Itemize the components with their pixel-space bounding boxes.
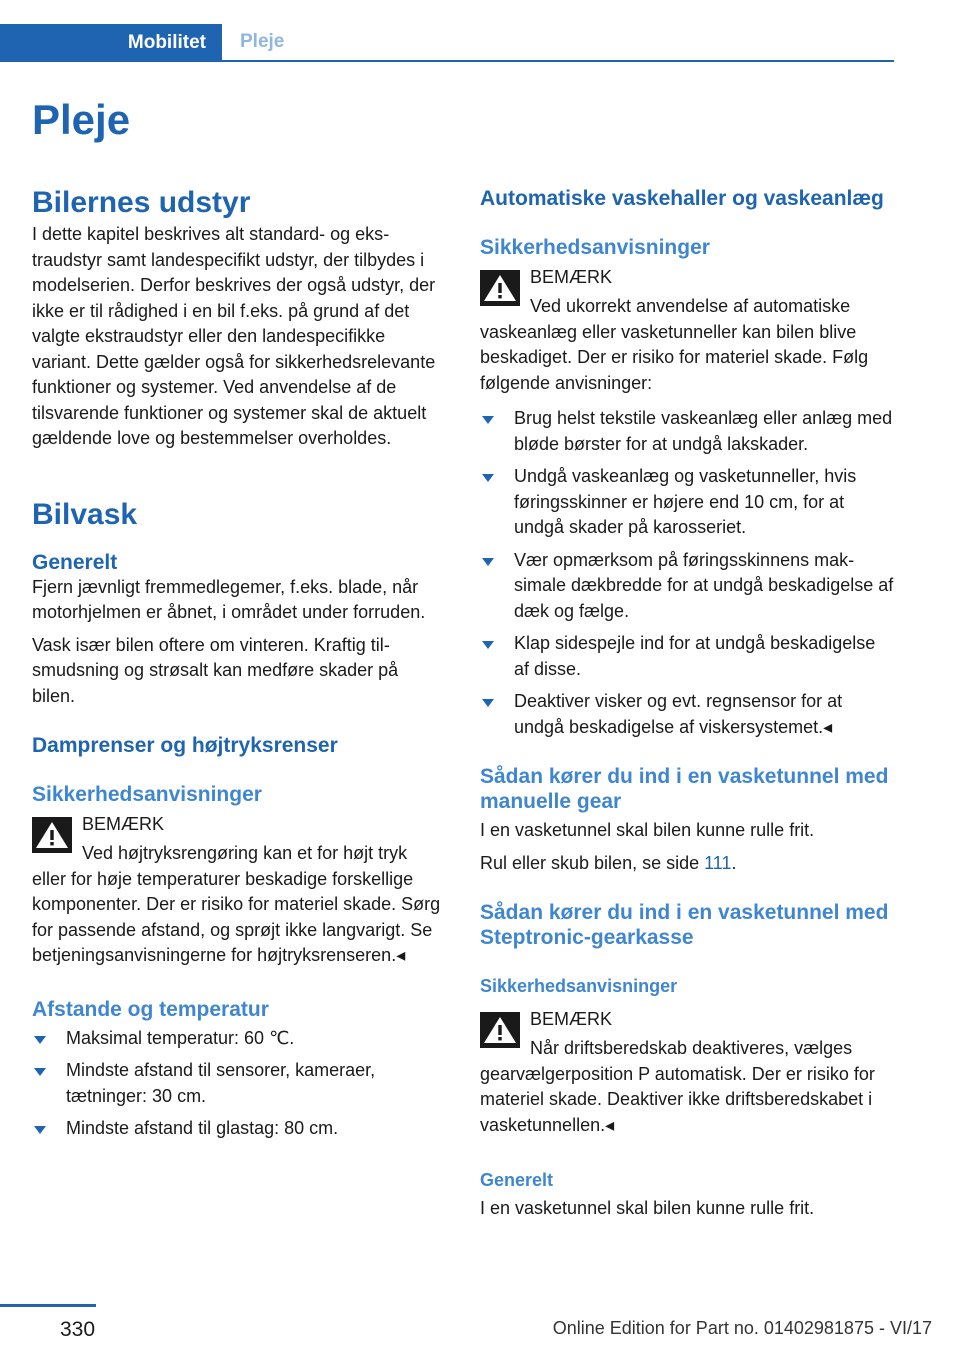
right-column <box>480 186 894 1222</box>
udstyr-body: I dette kapitel beskrives alt standard- og ekstraudstyr samt landespecifikt udstyr, der tilbydes i modelserien. Derfor beskrives der også udstyr, der ikke er til rådighed i en bil f.eks. på grund af det valgte ekstraudstyr eller den landespecifikke variant. Dette gælder også for sikkerhedsrelevante funktioner og systemer. Ved anvendelse af de tilsvarende funktioner og systemer skal de aktuelt gældende love og bestemmelser overholdes. <box>32 224 436 448</box>
warning-label: BEMÆRK <box>82 814 165 834</box>
subheading-sikkerhed: Sikkerhedsanvisninger <box>480 236 710 259</box>
page-title: Pleje <box>32 96 131 143</box>
subheading-sikkerhed: Sikkerhedsanvisninger <box>480 976 678 996</box>
subheading-steptronic: Sådan kører du ind i en vasketunnel med Steptronic-gearkasse <box>480 901 889 949</box>
section-title-bilvask: Bilvask <box>32 497 138 531</box>
warning-box <box>480 1006 894 1138</box>
bilvask-paragraph-1: Fjern jævnligt fremmedlegemer, f.eks. blade, når motorhjelmen er åbnet, i området under forruden. <box>32 576 426 622</box>
manuel-text-end: . <box>731 852 737 873</box>
subheading-generelt: Generelt <box>480 1170 554 1190</box>
warning-box <box>480 264 894 396</box>
vask-list <box>480 406 894 740</box>
subheading-manuelle-gear: Sådan kører du ind i en vasketunnel med manuelle gear <box>480 765 889 813</box>
warning-triangle-icon <box>480 1012 520 1048</box>
list-item: Klap sidespejle ind for at undgå beskadigelse af disse. <box>480 631 894 682</box>
afstande-list <box>32 1026 446 1142</box>
left-column <box>32 186 446 1142</box>
manuel-text: Rul eller skub bilen, se side <box>480 852 705 873</box>
edition-note: Online Edition for Part no. 01402981875 - VI/17 <box>552 1318 932 1338</box>
warning-label: BEMÆRK <box>530 267 613 287</box>
subheading-vaskehaller: Automatiske vaskehaller og vaskeanlæg <box>480 187 884 210</box>
subheading-afstande: Afstande og temperatur <box>32 997 269 1021</box>
list-item: Deaktiver visker og evt. regnsensor for at undgå beskadigelse af viskersystemet.◂ <box>480 689 894 740</box>
warning-text: Når driftsberedskab deaktiveres, vælges gearvælgerposition P automatisk. Der er risiko for materiel skade. Deaktiver ikke driftsberedskabet i vasketunnellen.◂ <box>480 1038 875 1135</box>
footer-rule <box>0 1304 96 1307</box>
warning-box <box>32 811 446 969</box>
list-item: Brug helst tekstile vaskeanlæg eller anlæg med bløde børster for at undgå lakskader. <box>480 406 894 457</box>
warning-label: BEMÆRK <box>530 1009 613 1029</box>
manuel-paragraph-1: I en vasketunnel skal bilen kunne rulle frit. <box>480 820 815 840</box>
manuel-paragraph-2 <box>480 851 894 877</box>
subheading-sikkerhed: Sikkerhedsanvisninger <box>32 783 262 806</box>
warning-text: Ved ukorrekt anvendelse af automatiske vaskeanlæg eller vasketunneller kan bilen blive beskadiget. Der er risiko for materiel skade. Følg følgende anvisninger: <box>480 296 869 393</box>
tab-pleje[interactable]: Pleje <box>240 31 285 52</box>
tab-mobilitet[interactable]: Mobilitet <box>0 24 222 62</box>
list-item: Mindste afstand til glastag: 80 cm. <box>32 1116 446 1142</box>
list-item: Vær opmærksom på føringsskinnens maksimale dækbredde for at undgå beskadigelse af dæk og fælge. <box>480 548 894 625</box>
steptronic-paragraph: I en vasketunnel skal bilen kunne rulle frit. <box>480 1198 815 1218</box>
list-item: Mindste afstand til sensorer, kameraer, tætninger: 30 cm. <box>32 1058 446 1109</box>
page-number: 330 <box>60 1318 96 1341</box>
list-item: Maksimal temperatur: 60 ℃. <box>32 1026 446 1052</box>
subheading-damprenser: Damprenser og højtryksrenser <box>32 734 338 757</box>
warning-triangle-icon <box>32 817 72 853</box>
warning-triangle-icon <box>480 270 520 306</box>
chapter-header <box>0 24 894 62</box>
list-item: Undgå vaskeanlæg og vasketunneller, hvis føringsskinner er højere end 10 cm, for at undgå skader på karosseriet. <box>480 464 894 541</box>
bilvask-paragraph-2: Vask især bilen oftere om vinteren. Kraftig tilsmudsning og strøsalt kan medføre skader på bilen. <box>32 634 399 706</box>
header-rule <box>0 60 894 62</box>
warning-text: Ved højtryksrengøring kan et for højt tryk eller for høje temperaturer beskadige forskellige komponenter. Der er risiko for materiel skade. Sørg for passende afstand, og sprøjt ikke langvarigt. Se betjeningsanvisningerne for højtryksrenseren.◂ <box>32 843 441 965</box>
subheading-generelt: Generelt <box>32 550 118 574</box>
page-reference-link[interactable]: 111 <box>704 852 732 873</box>
section-title-udstyr: Bilernes udstyr <box>32 186 251 219</box>
